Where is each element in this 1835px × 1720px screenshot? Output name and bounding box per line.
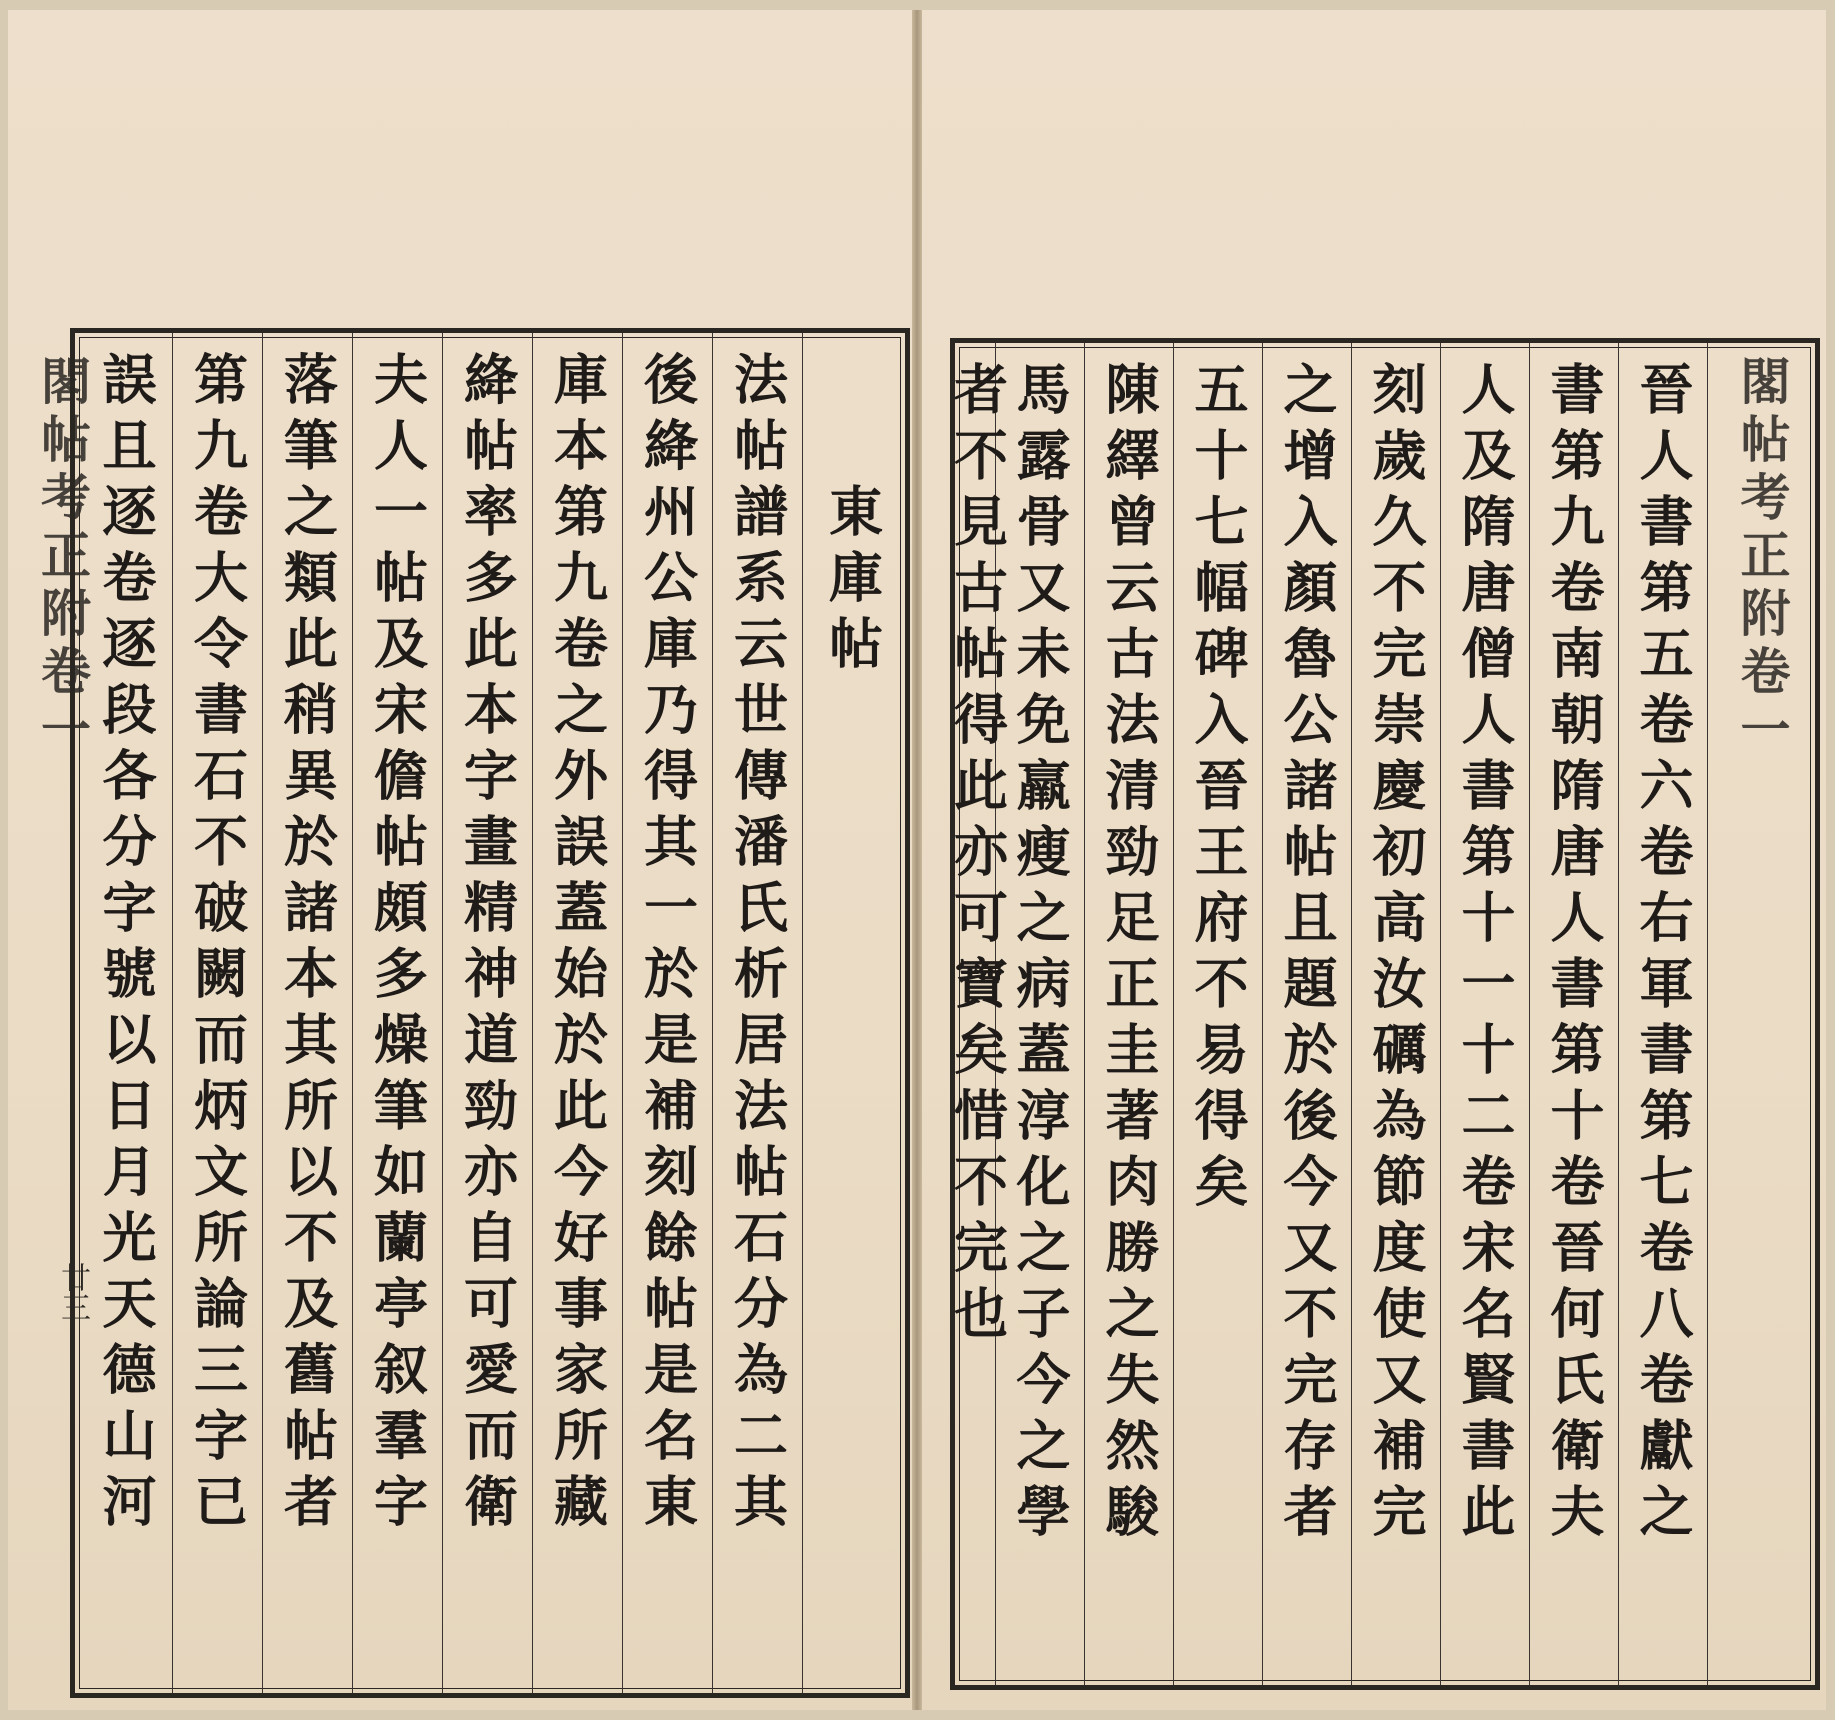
text-column-r4: [1351, 343, 1440, 1685]
text-column-3: [532, 333, 622, 1693]
column-text: 之增入顏魯公諸帖且題於後今又不完存者: [1275, 361, 1339, 1549]
column-text: 後絳州公庫乃得其一於是補刻餘帖是名東: [635, 351, 700, 1539]
left-text-frame: [70, 328, 910, 1698]
book-gutter: [912, 10, 922, 1710]
column-text: 第九卷大令書石不破闕而炳文所論三字已: [185, 351, 250, 1539]
column-text: 刻歲久不完崇慶初高汝礪為節度使又補完: [1364, 361, 1428, 1549]
column-text: 人及隋唐僧人書第十一十二卷宋名賢書此: [1453, 361, 1517, 1549]
text-column-5: [352, 333, 442, 1693]
text-column-6: [262, 333, 352, 1693]
column-text: 誤且逐卷逐段各分字號以日月光天德山河: [94, 351, 158, 1539]
text-column-2: [622, 333, 712, 1693]
right-text-frame: [945, 338, 1820, 1690]
text-column-1: [712, 333, 802, 1693]
text-column-4: [442, 333, 532, 1693]
column-text: 落筆之類此稍異於諸本其所以不及舊帖者: [275, 351, 340, 1539]
section-heading: 東庫帖: [820, 483, 885, 681]
text-column-r9: [945, 343, 1010, 1685]
text-column-r1: [1618, 343, 1707, 1685]
column-text: 馬露骨又未免羸瘦之病蓋淳化之子今之學: [1008, 361, 1072, 1549]
text-column-r2: [1529, 343, 1618, 1685]
text-column-r3: [1440, 343, 1529, 1685]
left-page: [8, 10, 912, 1710]
column-text: 法帖譜系云世傳潘氏析居法帖石分為二其: [725, 351, 790, 1539]
book-spread: [8, 10, 1826, 1710]
right-margin-title: 閣帖考正附卷一: [1732, 355, 1792, 761]
heading-column: [802, 333, 903, 1693]
page-number: 廿三: [55, 1262, 90, 1322]
text-column-r5: [1262, 343, 1351, 1685]
text-column-7: [172, 333, 262, 1693]
left-margin-title: 閣帖考正附卷一: [33, 355, 92, 761]
column-text: 晉人書第五卷六卷右軍書第七卷八卷獻之: [1631, 361, 1695, 1549]
text-column-8: [80, 333, 172, 1693]
column-text: 絳帖率多此本字畫精神道勁亦自可愛而衛: [455, 351, 520, 1539]
column-text: 書第九卷南朝隋唐人書第十卷晉何氏衛夫: [1542, 361, 1606, 1549]
column-text: 陳繹曾云古法清勁足正圭著肉勝之失然駿: [1097, 361, 1161, 1549]
column-text: 庫本第九卷之外誤蓋始於此今好事家所藏: [545, 351, 610, 1539]
column-text: 者不見古帖得此亦可寶矣惜不完也: [945, 361, 1010, 1351]
margin-title-column: [1707, 343, 1815, 1685]
text-column-r7: [1084, 343, 1173, 1685]
right-page: [922, 10, 1826, 1710]
column-text: 夫人一帖及宋儋帖頗多燥筆如蘭亭叙羣字: [365, 351, 430, 1539]
column-text: 五十七幅碑入晉王府不易得矣: [1186, 361, 1250, 1219]
text-column-r6: [1173, 343, 1262, 1685]
